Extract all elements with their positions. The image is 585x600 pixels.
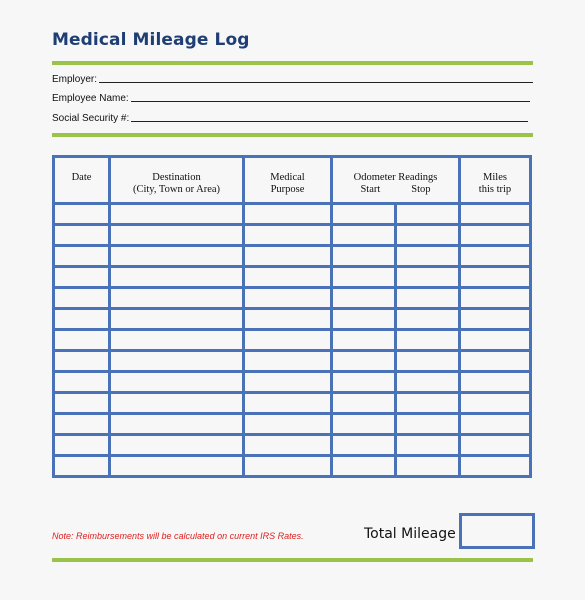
mileage-table <box>52 155 532 478</box>
destination-cell[interactable] <box>110 204 244 225</box>
purpose-cell[interactable] <box>244 309 332 330</box>
miles-cell[interactable] <box>460 414 531 435</box>
purpose-cell[interactable] <box>244 414 332 435</box>
destination-cell[interactable] <box>110 351 244 372</box>
header-odometer-readings: Odometer Readings Start Stop <box>332 157 460 204</box>
miles-cell[interactable] <box>460 225 531 246</box>
total-mileage-box[interactable] <box>459 513 535 549</box>
odometer-stop-cell[interactable] <box>396 225 460 246</box>
table-row <box>54 288 531 309</box>
destination-cell[interactable] <box>110 267 244 288</box>
employer-input-line[interactable] <box>99 82 533 83</box>
purpose-cell[interactable] <box>244 225 332 246</box>
table-row <box>54 330 531 351</box>
odometer-stop-cell[interactable] <box>396 330 460 351</box>
odometer-start-cell[interactable] <box>332 309 396 330</box>
table-row <box>54 351 531 372</box>
purpose-cell[interactable] <box>244 267 332 288</box>
date-cell[interactable] <box>54 246 110 267</box>
social-security-label: Social Security #: <box>52 113 130 124</box>
page-title: Medical Mileage Log <box>52 30 250 50</box>
header-odometer-start: Start <box>360 184 381 195</box>
purpose-cell[interactable] <box>244 351 332 372</box>
purpose-cell[interactable] <box>244 435 332 456</box>
header-medical-purpose: Medical Purpose <box>244 157 332 204</box>
date-cell[interactable] <box>54 204 110 225</box>
odometer-stop-cell[interactable] <box>396 267 460 288</box>
table-row <box>54 246 531 267</box>
date-cell[interactable] <box>54 267 110 288</box>
odometer-stop-cell[interactable] <box>396 246 460 267</box>
table-row <box>54 414 531 435</box>
employee-name-input-line[interactable] <box>131 101 530 102</box>
destination-cell[interactable] <box>110 225 244 246</box>
table-row <box>54 309 531 330</box>
date-cell[interactable] <box>54 414 110 435</box>
date-cell[interactable] <box>54 288 110 309</box>
table-body <box>54 204 531 477</box>
employer-label: Employer: <box>52 74 98 85</box>
odometer-stop-cell[interactable] <box>396 372 460 393</box>
header-destination: Destination (City, Town or Area) <box>110 157 244 204</box>
destination-cell[interactable] <box>110 414 244 435</box>
destination-cell[interactable] <box>110 330 244 351</box>
miles-cell[interactable] <box>460 435 531 456</box>
purpose-cell[interactable] <box>244 288 332 309</box>
table-row <box>54 225 531 246</box>
odometer-stop-cell[interactable] <box>396 456 460 477</box>
employer-field[interactable] <box>52 74 533 85</box>
table-row <box>54 456 531 477</box>
odometer-start-cell[interactable] <box>332 330 396 351</box>
miles-cell[interactable] <box>460 372 531 393</box>
odometer-start-cell[interactable] <box>332 456 396 477</box>
destination-cell[interactable] <box>110 393 244 414</box>
date-cell[interactable] <box>54 309 110 330</box>
date-cell[interactable] <box>54 435 110 456</box>
purpose-cell[interactable] <box>244 246 332 267</box>
odometer-stop-cell[interactable] <box>396 309 460 330</box>
date-cell[interactable] <box>54 225 110 246</box>
reimbursement-note: Note: Reimbursements will be calculated on current IRS Rates. <box>52 531 304 541</box>
odometer-start-cell[interactable] <box>332 393 396 414</box>
odometer-stop-cell[interactable] <box>396 288 460 309</box>
miles-cell[interactable] <box>460 456 531 477</box>
odometer-start-cell[interactable] <box>332 288 396 309</box>
odometer-stop-cell[interactable] <box>396 435 460 456</box>
miles-cell[interactable] <box>460 393 531 414</box>
odometer-stop-cell[interactable] <box>396 393 460 414</box>
table-row <box>54 435 531 456</box>
social-security-field[interactable] <box>52 113 528 124</box>
header-odometer-stop: Stop <box>411 184 431 195</box>
purpose-cell[interactable] <box>244 456 332 477</box>
odometer-start-cell[interactable] <box>332 414 396 435</box>
purpose-cell[interactable] <box>244 372 332 393</box>
date-cell[interactable] <box>54 393 110 414</box>
date-cell[interactable] <box>54 351 110 372</box>
purpose-cell[interactable] <box>244 204 332 225</box>
top-divider <box>52 61 533 65</box>
odometer-start-cell[interactable] <box>332 372 396 393</box>
table-row <box>54 393 531 414</box>
date-cell[interactable] <box>54 372 110 393</box>
date-cell[interactable] <box>54 330 110 351</box>
destination-cell[interactable] <box>110 246 244 267</box>
header-date: Date <box>54 157 110 204</box>
odometer-stop-cell[interactable] <box>396 414 460 435</box>
total-mileage-label: Total Mileage <box>364 526 456 542</box>
miles-cell[interactable] <box>460 288 531 309</box>
odometer-stop-cell[interactable] <box>396 351 460 372</box>
table-header-row <box>54 157 531 204</box>
header-miles: Miles this trip <box>460 157 531 204</box>
table-row <box>54 204 531 225</box>
table-row <box>54 267 531 288</box>
odometer-start-cell[interactable] <box>332 204 396 225</box>
odometer-start-cell[interactable] <box>332 267 396 288</box>
odometer-start-cell[interactable] <box>332 435 396 456</box>
purpose-cell[interactable] <box>244 330 332 351</box>
destination-cell[interactable] <box>110 288 244 309</box>
miles-cell[interactable] <box>460 267 531 288</box>
miles-cell[interactable] <box>460 351 531 372</box>
odometer-start-cell[interactable] <box>332 351 396 372</box>
middle-divider <box>52 133 533 137</box>
purpose-cell[interactable] <box>244 393 332 414</box>
destination-cell[interactable] <box>110 309 244 330</box>
miles-cell[interactable] <box>460 204 531 225</box>
miles-cell[interactable] <box>460 246 531 267</box>
miles-cell[interactable] <box>460 309 531 330</box>
table-row <box>54 372 531 393</box>
odometer-stop-cell[interactable] <box>396 204 460 225</box>
miles-cell[interactable] <box>460 330 531 351</box>
date-cell[interactable] <box>54 456 110 477</box>
destination-cell[interactable] <box>110 372 244 393</box>
employee-name-label: Employee Name: <box>52 93 129 104</box>
bottom-divider <box>52 558 533 562</box>
social-security-input-line[interactable] <box>131 121 528 122</box>
odometer-start-cell[interactable] <box>332 246 396 267</box>
destination-cell[interactable] <box>110 456 244 477</box>
destination-cell[interactable] <box>110 435 244 456</box>
employee-name-field[interactable] <box>52 93 530 104</box>
odometer-start-cell[interactable] <box>332 225 396 246</box>
